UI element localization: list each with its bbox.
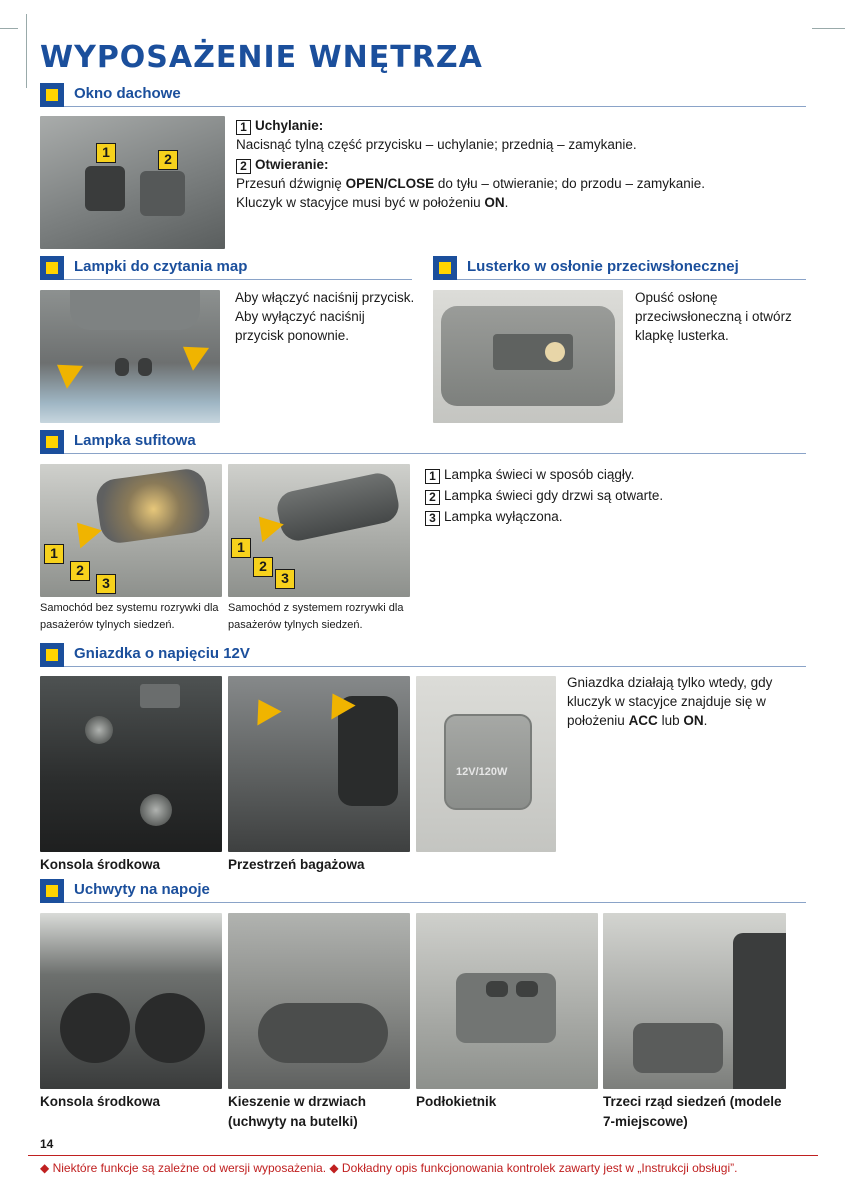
callout-1: 1 xyxy=(44,544,64,564)
section-header-sunroof xyxy=(40,83,806,107)
list-item: 1 Lampka świeci w sposób ciągły. xyxy=(425,464,805,485)
crop-mark xyxy=(26,14,27,88)
crop-mark xyxy=(0,28,18,29)
section-marker-icon xyxy=(433,256,457,280)
section-title: Gniazdka o napięciu 12V xyxy=(74,645,250,662)
section-header-dome-lamp xyxy=(40,430,806,454)
list-item: 2 Lampka świeci gdy drzwi są otwarte. xyxy=(425,485,805,506)
socket-label: 12V/120W xyxy=(456,766,508,778)
dome-lamp-photo-no-rse xyxy=(40,464,222,597)
vanity-mirror-instructions: Opuść osłonę przeciwsłoneczną i otwórz klapkę lusterka. xyxy=(635,290,792,343)
sunroof-switch-photo xyxy=(40,116,225,249)
outlet-console-photo xyxy=(40,676,222,852)
vanity-mirror-photo xyxy=(433,290,623,423)
section-marker-icon xyxy=(40,643,64,667)
callout-2: 2 xyxy=(253,557,273,577)
callout-1: 1 xyxy=(231,538,251,558)
caption-armrest: Podłokietnik xyxy=(416,1094,497,1109)
cupholder-armrest-photo xyxy=(416,913,598,1089)
arrow-icon xyxy=(175,335,209,371)
section-title: Lampka sufitowa xyxy=(74,432,196,449)
caption-cargo: Przestrzeń bagażowa xyxy=(228,857,365,872)
arrow-icon xyxy=(66,514,102,549)
section-marker-icon xyxy=(40,83,64,107)
outlet-instructions: Gniazdka działają tylko wtedy, gdy kluczyk w stacyjce znajduje się w położeniu ACC lub ON. xyxy=(567,675,773,728)
callout-3: 3 xyxy=(96,574,116,594)
dome-lamp-modes xyxy=(425,464,805,527)
arrow-icon xyxy=(49,353,83,389)
crop-mark xyxy=(812,28,845,29)
footnote: ◆ Niektóre funkcje są zależne od wersji wyposażenia. ◆ Dokładny opis funkcjonowania kontrolek zawarty jest w „Instrukcji obsługi”. xyxy=(40,1161,738,1175)
caption-console: Konsola środkowa xyxy=(40,857,161,872)
outlet-closeup-photo xyxy=(416,676,556,852)
section-header-power-outlet xyxy=(40,643,806,667)
section-title: Lusterko w osłonie przeciwsłonecznej xyxy=(467,258,739,275)
section-header-cup-holders xyxy=(40,879,806,903)
callout-2: 2 xyxy=(158,150,178,170)
section-title: Uchwyty na napoje xyxy=(74,881,210,898)
page-title: WYPOSAŻENIE WNĘTRZA xyxy=(40,40,483,75)
caption-third-row: Trzeci rząd siedzeń (modele 7-miejscowe) xyxy=(603,1094,782,1129)
sunroof-instructions: 1 Uchylanie: Nacisnąć tylną część przycisku – uchylanie; przednią – zamykanie. 2 Otwieranie: Przesuń dźwignię OPEN/CLOSE do tyłu – otwieranie; do przodu – zamykanie. Kluczyk w stacyjce musi być w położeniu ON. xyxy=(236,118,705,210)
callout-2: 2 xyxy=(70,561,90,581)
cupholder-console-photo xyxy=(40,913,222,1089)
dome-lamp-photo-with-rse xyxy=(228,464,410,597)
callout-1: 1 xyxy=(236,120,251,135)
arrow-icon xyxy=(246,692,281,725)
section-marker-icon xyxy=(40,256,64,280)
section-header-map-lamps xyxy=(40,256,412,280)
caption-with-rse: Samochód z systemem rozrywki dla pasażerów tylnych siedzeń. xyxy=(228,602,404,631)
page-number: 14 xyxy=(40,1137,54,1151)
callout-1: 1 xyxy=(96,143,116,163)
section-title: Lampki do czytania map xyxy=(74,258,248,275)
cupholder-third-row-photo xyxy=(603,913,786,1089)
caption-no-rse: Samochód bez systemu rozrywki dla pasażerów tylnych siedzeń. xyxy=(40,602,219,631)
map-lamps-photo xyxy=(40,290,220,423)
section-title: Okno dachowe xyxy=(74,85,181,102)
map-lamps-instructions: Aby włączyć naciśnij przycisk. Aby wyłączyć naciśnij przycisk ponownie. xyxy=(235,290,415,343)
cupholder-door-photo xyxy=(228,913,410,1089)
outlet-cargo-photo xyxy=(228,676,410,852)
section-header-vanity-mirror xyxy=(433,256,806,280)
callout-3: 3 xyxy=(275,569,295,589)
caption-door: Kieszenie w drzwiach (uchwyty na butelki) xyxy=(228,1094,367,1129)
caption-console: Konsola środkowa xyxy=(40,1094,161,1109)
callout-2: 2 xyxy=(236,159,251,174)
section-marker-icon xyxy=(40,879,64,903)
list-item: 3 Lampka wyłączona. xyxy=(425,506,805,527)
section-marker-icon xyxy=(40,430,64,454)
